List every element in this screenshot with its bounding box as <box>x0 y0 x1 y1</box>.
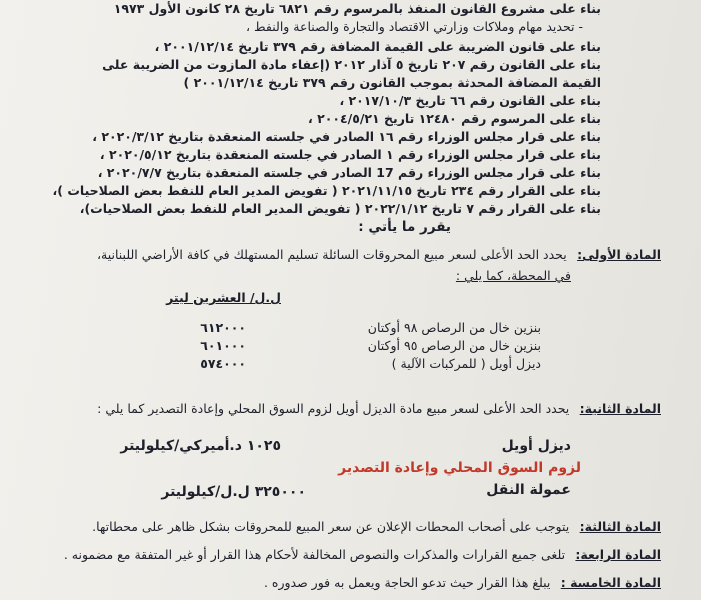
article-5 <box>264 576 661 590</box>
diesel-price: ١٠٢٥ د.أميركي/كيلوليتر <box>120 438 281 454</box>
article-text: يحدد الحد الأعلى لسعر مبيع مادة الديزل أويل لزوم السوق المحلي وإعادة التصدير كما يلي : <box>97 401 570 416</box>
preamble-line: القيمة المضافة المحدثة بموجب القانون رقم ٣٧٩ تاريخ ٢٠٠١/١٢/١٤ ) <box>183 75 601 90</box>
preamble-line: بناء على القانون رقم ٢٠٧ تاريخ ٥ آذار ٢٠١٢ (إعفاء مادة المازوت من الضريبة على <box>102 57 601 72</box>
transport-commission-label: عمولة النقل <box>486 482 571 498</box>
diesel-label: ديزل أويل <box>501 438 571 454</box>
preamble-line: بناء على قرار مجلس الوزراء رقم ١٦ الصادر في جلسته المنعقدة بتاريخ ٢٠٢٠/٣/١٢ ، <box>92 129 601 144</box>
fuel-item-name: بنزين خال من الرصاص ٩٨ أوكتان <box>367 320 541 335</box>
article-3 <box>92 520 661 534</box>
article-2 <box>97 402 661 416</box>
article-label: المادة الثانية: <box>579 401 661 416</box>
preamble-line: بناء على قرار مجلس الوزراء رقم 17 الصادر في جلسته المنعقدة بتاريخ ٢٠٢٠/٧/٧ ، <box>97 165 601 180</box>
transport-commission-price: ٣٢٥٠٠٠ ل.ل/كيلوليتر <box>161 484 306 500</box>
article-label: المادة الخامسة : <box>560 575 661 590</box>
preamble-line: بناء على قرار مجلس الوزراء رقم ١ الصادر في جلسته المنعقدة بتاريخ ٢٠٢٠/٥/١٢ ، <box>99 147 601 162</box>
preamble-line: بناء على القرار رقم ٧ تاريخ ٢٠٢٢/١/١٢ ( تفويض المدير العام للنفط بعض الصلاحيات)، <box>79 201 601 216</box>
unit-header: ل.ل/ العشرين ليتر <box>166 290 281 305</box>
article-label: المادة الثالثة: <box>579 519 661 534</box>
article-1-continuation: في المحطة، كما يلي : <box>455 268 571 283</box>
article-text: يحدد الحد الأعلى لسعر مبيع المحروقات السائلة تسليم المستهلك في كافة الأراضي اللبنانية، <box>96 247 567 262</box>
preamble-line: بناء على المرسوم رقم ١٢٤٨٠ تاريخ ٢٠٠٤/٥/٢١ ، <box>308 111 601 126</box>
preamble-line: بناء على مشروع القانون المنفذ بالمرسوم رقم ٦٨٢١ تاريخ ٢٨ كانون الأول ١٩٧٣ <box>113 1 601 16</box>
local-market-note: لزوم السوق المحلي وإعادة التصدير <box>338 460 581 476</box>
article-text: يبلغ هذا القرار حيث تدعو الحاجة ويعمل به فور صدوره . <box>263 575 551 590</box>
fuel-item-price: ٥٧٤٠٠٠ <box>200 356 246 371</box>
preamble-line: - تحديد مهام وملاكات وزارتي الاقتصاد والتجارة والصناعة والنفط ، <box>246 19 583 34</box>
preamble-line: بناء على القانون رقم ٦٦ تاريخ ٢٠١٧/١٠/٣ ، <box>339 93 601 108</box>
fuel-item-price: ٦٠١٠٠٠ <box>200 338 246 353</box>
article-4 <box>64 548 661 562</box>
fuel-item-price: ٦١٢٠٠٠ <box>200 320 246 335</box>
decision-heading: يقرر ما يأتي : <box>358 219 451 235</box>
article-1 <box>97 248 661 262</box>
article-label: المادة الرابعة: <box>575 547 661 562</box>
fuel-item-name: ديزل أويل ( للمركبات الآلية ) <box>391 356 541 371</box>
fuel-item-name: بنزين خال من الرصاص ٩٥ أوكتان <box>367 338 541 353</box>
preamble-line: بناء على قانون الضريبة على القيمة المضافة رقم ٣٧٩ تاريخ ٢٠٠١/١٢/١٤ ، <box>154 39 601 54</box>
article-label: المادة الأولى: <box>577 247 661 262</box>
article-text: تلغى جميع القرارات والمذكرات والنصوص المخالفة لأحكام هذا القرار أو غير المتفقة مع مضمونه . <box>63 547 566 562</box>
preamble-line: بناء على القرار رقم ٢٣٤ تاريخ ٢٠٢١/١١/١٥ ( تفويض المدير العام للنفط بعض الصلاحيات )، <box>52 183 601 198</box>
article-text: يتوجب على أصحاب المحطات الإعلان عن سعر المبيع للمحروقات بشكل ظاهر على محطاتها. <box>92 519 570 534</box>
